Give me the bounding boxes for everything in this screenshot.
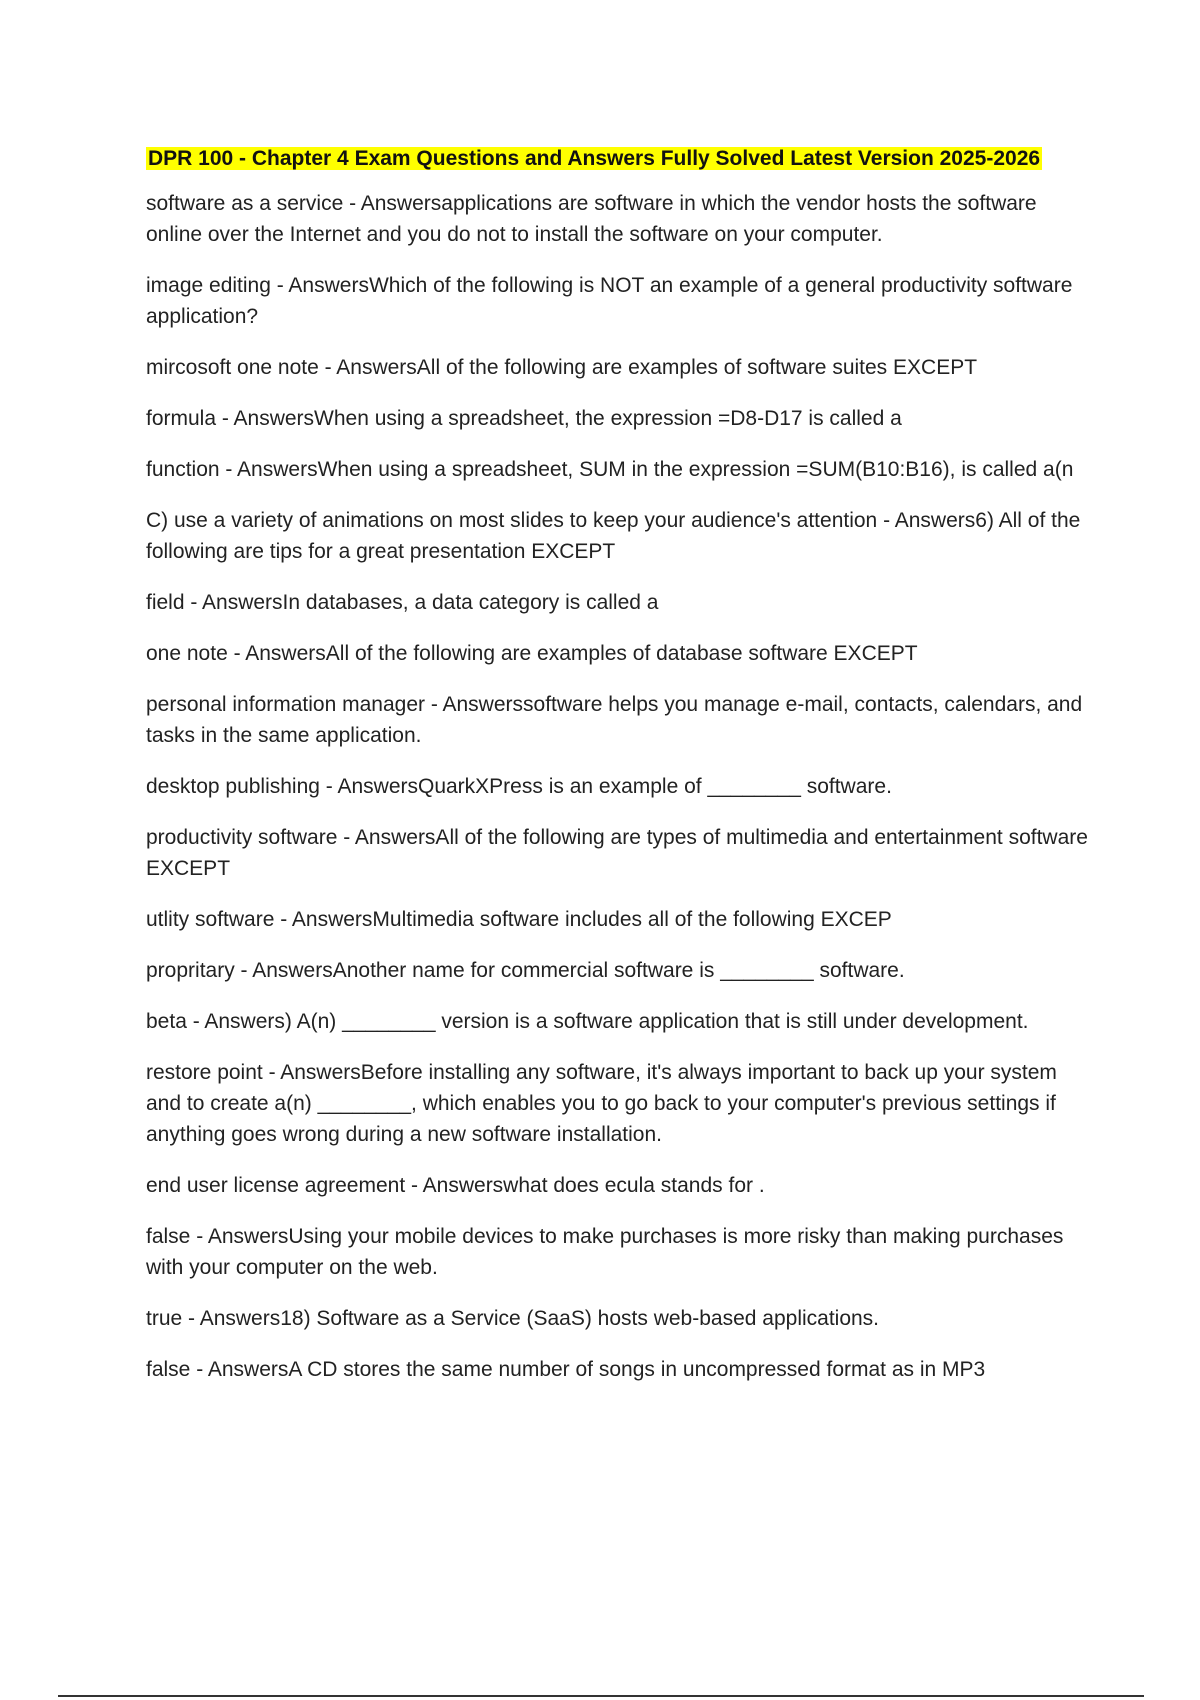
- document-title: DPR 100 - Chapter 4 Exam Questions and Answers Fully Solved Latest Version 2025-2026: [148, 147, 1041, 170]
- qa-item: image editing - AnswersWhich of the following is NOT an example of a general productivity software application?: [146, 274, 1073, 328]
- document-body: [146, 144, 1096, 1405]
- qa-item: formula - AnswersWhen using a spreadsheet, the expression =D8-D17 is called a: [146, 407, 902, 430]
- qa-item: false - AnswersA CD stores the same number of songs in uncompressed format as in MP3: [146, 1358, 986, 1381]
- title-block: [146, 144, 1096, 174]
- qa-item: true - Answers18) Software as a Service (SaaS) hosts web-based applications.: [146, 1307, 880, 1330]
- qa-item: propritary - AnswersAnother name for commercial software is ________ software.: [146, 959, 905, 982]
- qa-item: software as a service - Answersapplications are software in which the vendor hosts the software online over the Internet and you do not to install the software on your computer.: [146, 192, 1037, 246]
- qa-item: beta - Answers) A(n) ________ version is a software application that is still under development.: [146, 1010, 1029, 1033]
- qa-item: desktop publishing - AnswersQuarkXPress is an example of ________ software.: [146, 775, 892, 798]
- qa-item: function - AnswersWhen using a spreadsheet, SUM in the expression =SUM(B10:B16), is called a(n: [146, 458, 1074, 481]
- qa-item: utlity software - AnswersMultimedia software includes all of the following EXCEP: [146, 908, 892, 931]
- qa-item: productivity software - AnswersAll of the following are types of multimedia and entertainment software EXCEPT: [146, 826, 1088, 880]
- qa-item: false - AnswersUsing your mobile devices to make purchases is more risky than making purchases with your computer on the web.: [146, 1225, 1064, 1279]
- qa-item: personal information manager - Answerssoftware helps you manage e-mail, contacts, calendars, and tasks in the same application.: [146, 693, 1083, 747]
- qa-item: C) use a variety of animations on most slides to keep your audience's attention - Answers6) All of the following are tips for a great presentation EXCEPT: [146, 509, 1081, 563]
- footer-divider: [58, 1695, 1144, 1697]
- qa-item: restore point - AnswersBefore installing any software, it's always important to back up your system and to create a(n) ________, which enables you to go back to your computer's previous settings if anything goes wrong during a new software installation.: [146, 1061, 1057, 1146]
- qa-list: [146, 188, 1096, 1385]
- qa-item: one note - AnswersAll of the following are examples of database software EXCEPT: [146, 642, 918, 665]
- qa-item: end user license agreement - Answerswhat does ecula stands for .: [146, 1174, 765, 1197]
- qa-item: mircosoft one note - AnswersAll of the following are examples of software suites EXCEPT: [146, 356, 978, 379]
- qa-item: field - AnswersIn databases, a data category is called a: [146, 591, 659, 614]
